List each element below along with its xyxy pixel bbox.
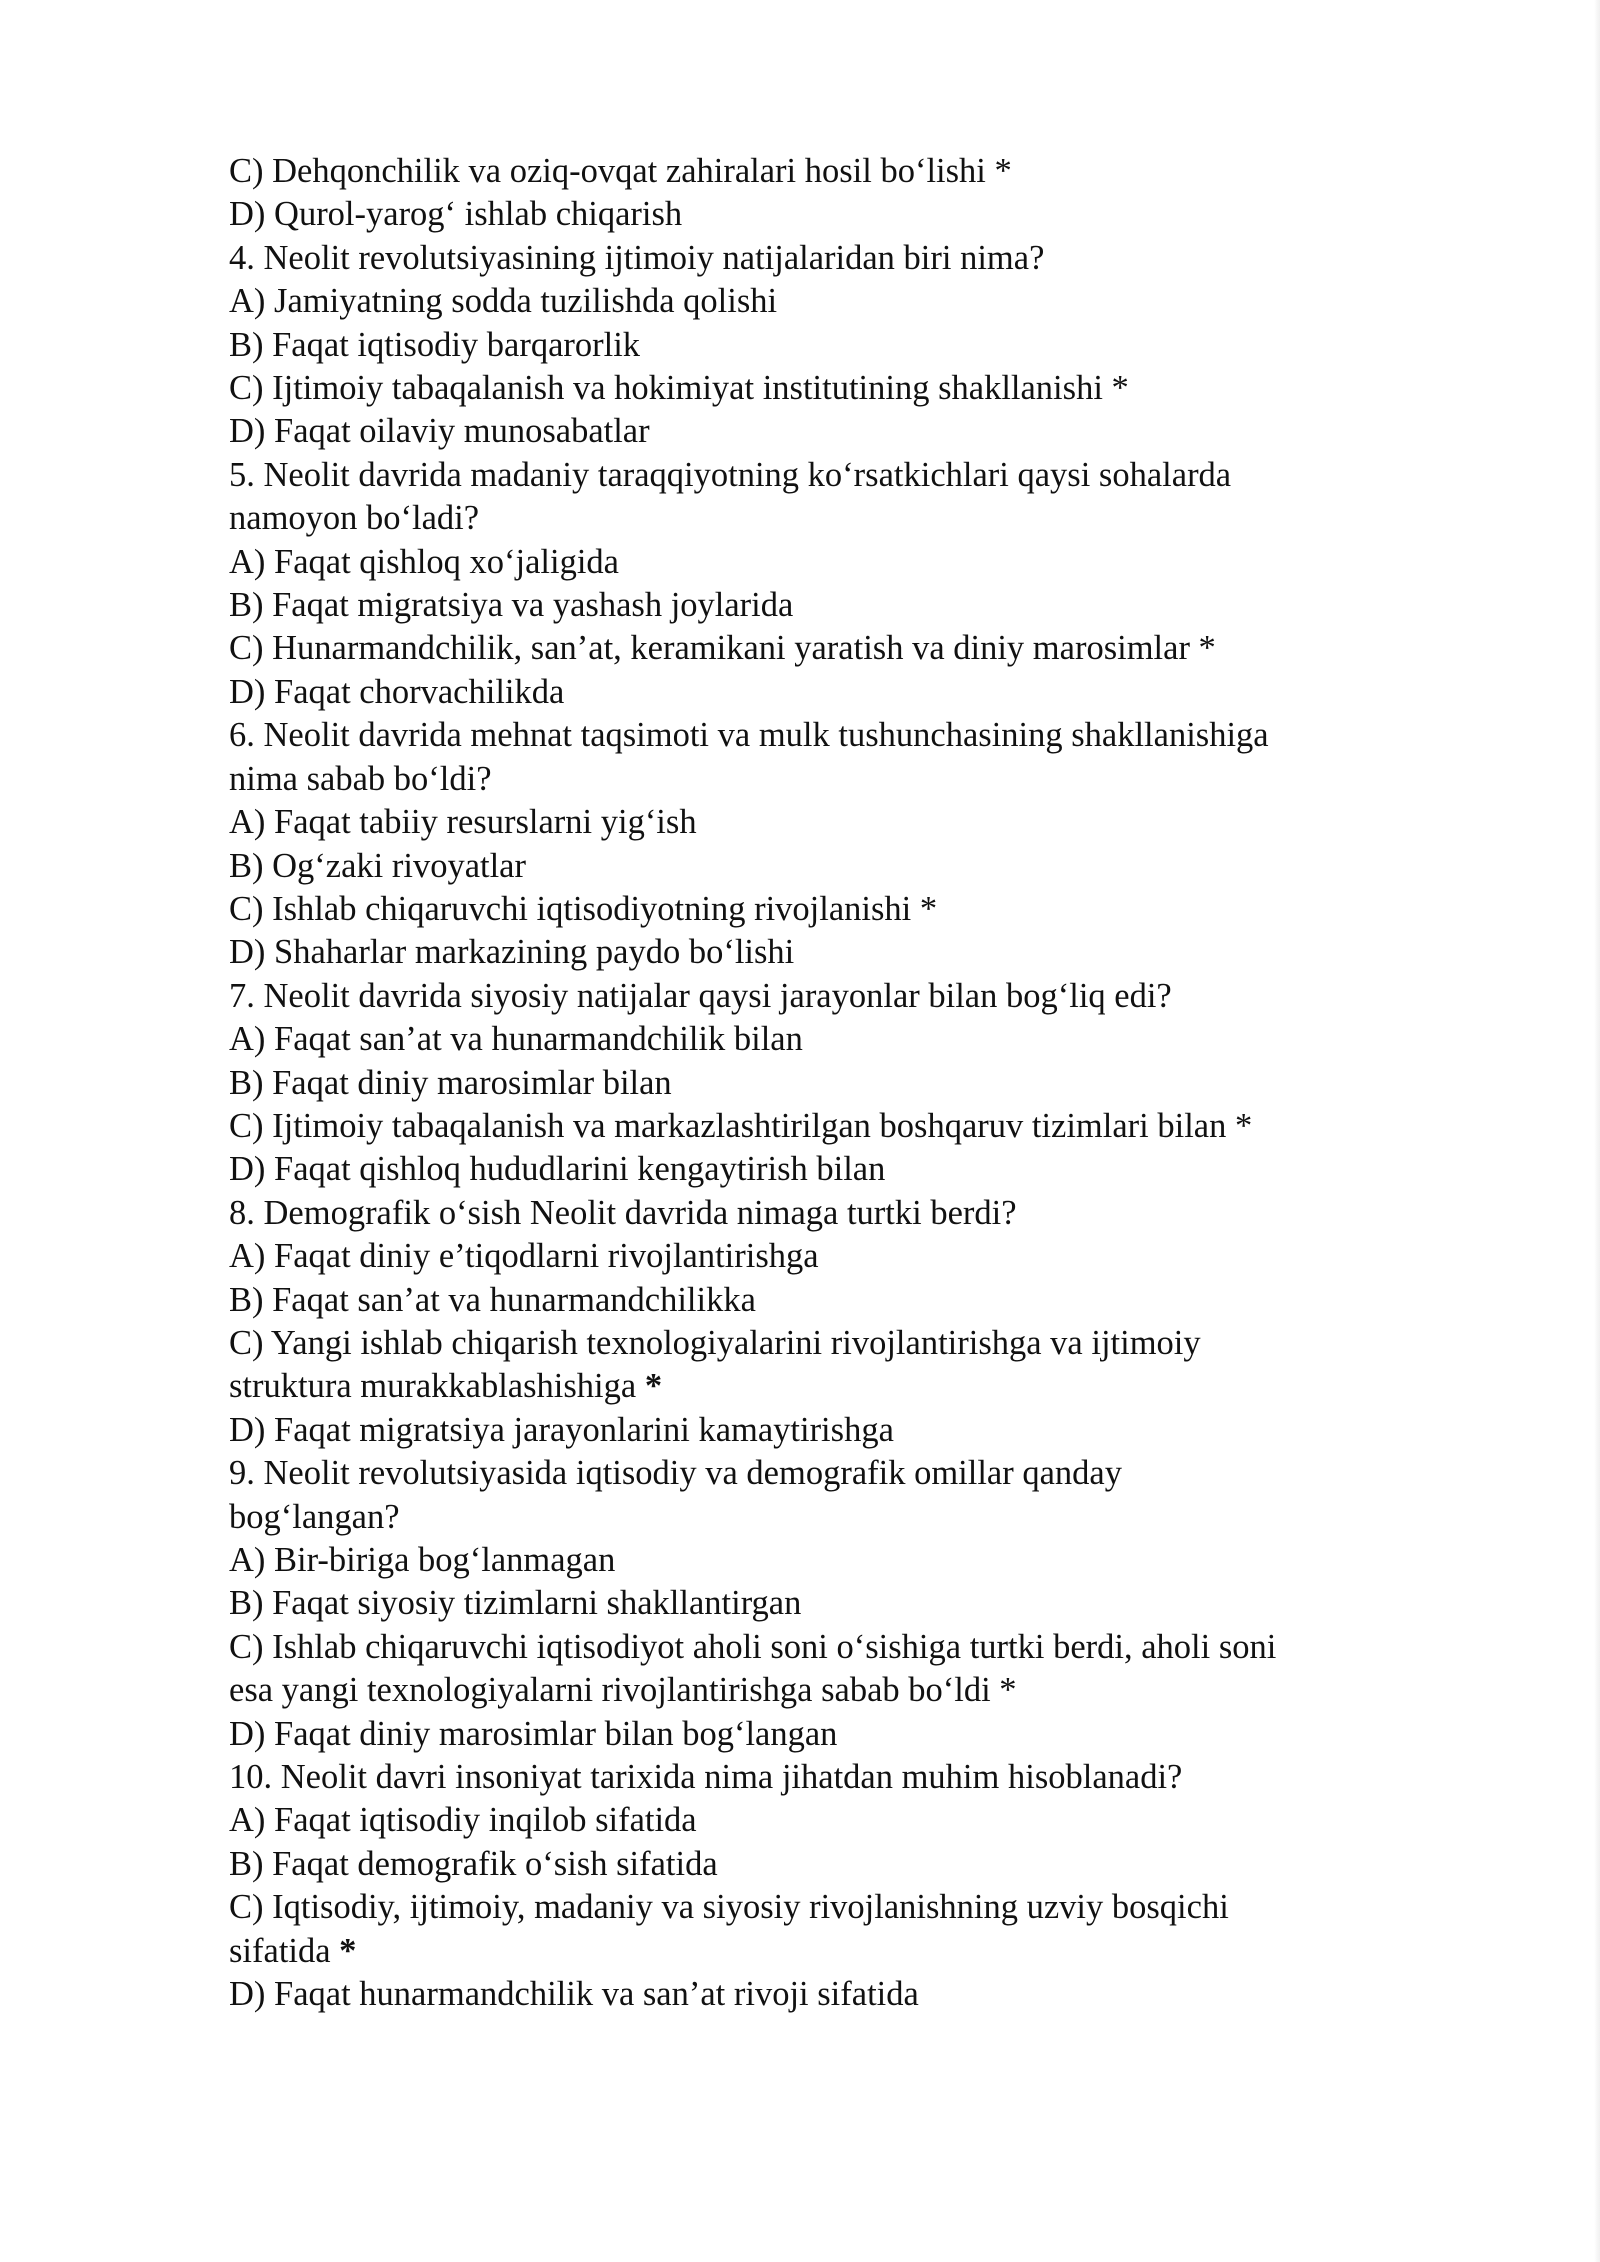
question-7: 7. Neolit davrida siyosiy natijalar qaysi jarayonlar bilan bog‘liq edi? — [229, 976, 1172, 1015]
answer-option: A) Faqat san’at va hunarmandchilik bilan — [229, 1020, 803, 1059]
answer-option-continued: esa yangi texnologiyalarni rivojlantirishga sabab bo‘ldi * — [229, 1671, 1017, 1710]
quiz-text — [229, 150, 1389, 2016]
correct-answer-marker: * — [339, 1931, 357, 1970]
question-5-continued: namoyon bo‘ladi? — [229, 499, 480, 538]
answer-option: D) Faqat diniy marosimlar bilan bog‘langan — [229, 1714, 838, 1753]
question-8: 8. Demografik o‘sish Neolit davrida nimaga turtki berdi? — [229, 1193, 1017, 1232]
answer-text: sifatida — [229, 1931, 331, 1970]
answer-option: B) Faqat diniy marosimlar bilan — [229, 1063, 672, 1102]
question-4: 4. Neolit revolutsiyasining ijtimoiy natijalaridan biri nima? — [229, 238, 1045, 277]
question-5: 5. Neolit davrida madaniy taraqqiyotning ko‘rsatkichlari qaysi sohalarda — [229, 455, 1232, 494]
answer-option: A) Faqat diniy e’tiqodlarni rivojlantirishga — [229, 1237, 819, 1276]
question-6-continued: nima sabab bo‘ldi? — [229, 759, 492, 798]
correct-answer-marker: * — [644, 1367, 663, 1406]
answer-option: B) Faqat iqtisodiy barqarorlik — [229, 325, 641, 364]
answer-option: A) Bir-biriga bog‘lanmagan — [229, 1541, 616, 1579]
answer-option: A) Faqat iqtisodiy inqilob sifatida — [229, 1801, 697, 1840]
page-edge — [1594, 0, 1600, 2262]
answer-option-continued — [229, 1930, 1389, 1973]
answer-option: A) Faqat tabiiy resurslarni yig‘ish — [229, 803, 697, 842]
answer-option: C) Ishlab chiqaruvchi iqtisodiyotning rivojlanishi * — [229, 889, 938, 928]
question-10: 10. Neolit davri insoniyat tarixida nima jihatdan muhim hisoblanadi? — [229, 1758, 1183, 1797]
answer-option: D) Faqat hunarmandchilik va san’at rivoji sifatida — [229, 1975, 919, 2014]
answer-option: C) Hunarmandchilik, san’at, keramikani yaratish va diniy marosimlar * — [229, 629, 1216, 668]
question-9-continued: bog‘langan? — [229, 1497, 400, 1536]
answer-option: D) Qurol-yarog‘ ishlab chiqarish — [229, 195, 683, 234]
answer-option: B) Faqat demografik o‘sish sifatida — [229, 1844, 718, 1883]
answer-option: B) Faqat san’at va hunarmandchilikka — [229, 1280, 756, 1319]
answer-option: D) Faqat chorvachilikda — [229, 672, 565, 711]
answer-option: C) Ijtimoiy tabaqalanish va hokimiyat institutining shakllanishi * — [229, 369, 1129, 408]
answer-option: D) Shaharlar markazining paydo bo‘lishi — [229, 933, 795, 972]
answer-option: C) Iqtisodiy, ijtimoiy, madaniy va siyosiy rivojlanishning uzviy bosqichi — [229, 1888, 1229, 1927]
question-9: 9. Neolit revolutsiyasida iqtisodiy va demografik omillar qanday — [229, 1454, 1122, 1493]
answer-option: C) Dehqonchilik va oziq-ovqat zahiralari hosil bo‘lishi * — [229, 152, 1012, 190]
answer-option: A) Faqat qishloq xo‘jaligida — [229, 542, 619, 581]
answer-option-continued — [229, 1365, 1389, 1408]
answer-option: B) Faqat siyosiy tizimlarni shakllantirgan — [229, 1584, 802, 1623]
answer-option: D) Faqat migratsiya jarayonlarini kamaytirishga — [229, 1410, 894, 1449]
answer-option: B) Og‘zaki rivoyatlar — [229, 846, 526, 885]
answer-option: C) Yangi ishlab chiqarish texnologiyalarini rivojlantirishga va ijtimoiy — [229, 1323, 1201, 1362]
answer-option: D) Faqat qishloq hududlarini kengaytirish bilan — [229, 1150, 886, 1189]
answer-option: B) Faqat migratsiya va yashash joylarida — [229, 586, 794, 625]
answer-option: D) Faqat oilaviy munosabatlar — [229, 412, 650, 451]
answer-option: C) Ishlab chiqaruvchi iqtisodiyot aholi soni o‘sishiga turtki berdi, aholi soni — [229, 1627, 1277, 1666]
answer-option: C) Ijtimoiy tabaqalanish va markazlashtirilgan boshqaruv tizimlari bilan * — [229, 1106, 1253, 1145]
answer-text: struktura murakkablashishiga — [229, 1367, 637, 1406]
question-6: 6. Neolit davrida mehnat taqsimoti va mulk tushunchasining shakllanishiga — [229, 716, 1269, 755]
answer-option: A) Jamiyatning sodda tuzilishda qolishi — [229, 282, 778, 321]
